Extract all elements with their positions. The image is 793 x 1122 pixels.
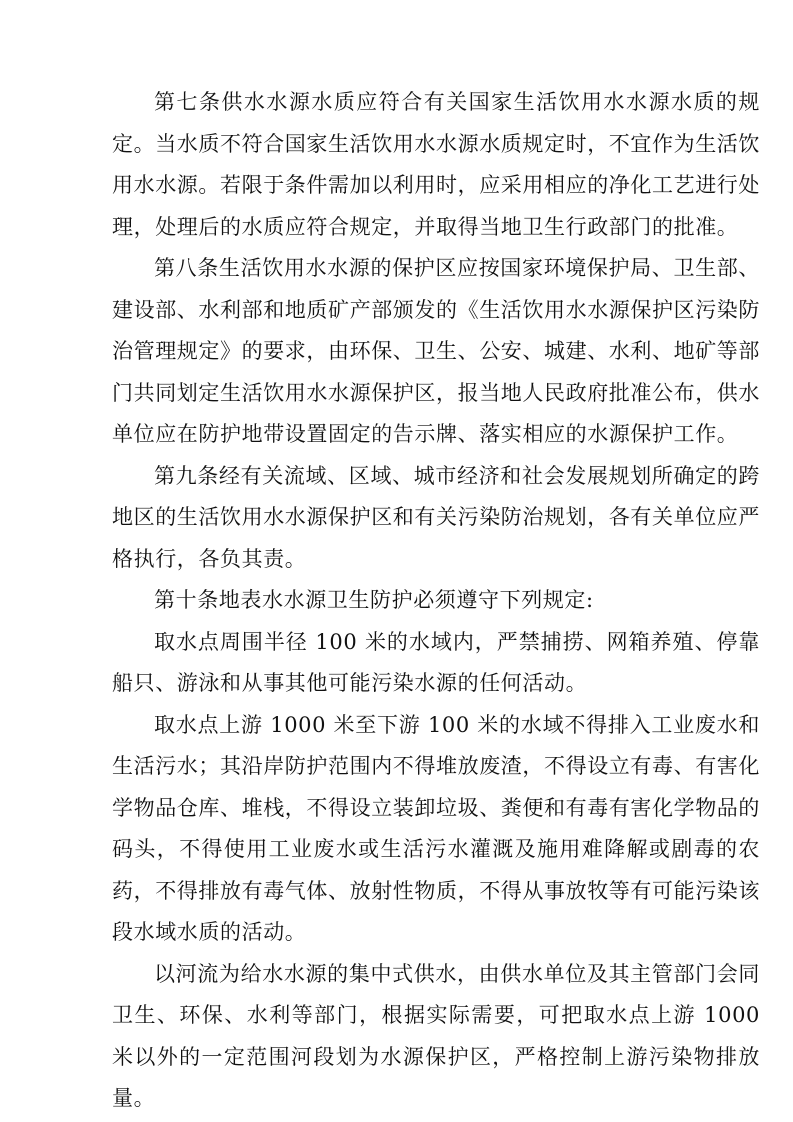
paragraph-article-10: 第十条地表水水源卫生防护必须遵守下列规定:	[154, 588, 594, 612]
paragraph-article-9: 第九条经有关流域、区域、城市经济和社会发展规划所确定的跨地区的生活饮用水水源保护区和有关污染防治规划，各有关单位应严格执行，各负其责。	[112, 463, 760, 571]
paragraph-article-8: 第八条生活饮用水水源的保护区应按国家环境保护局、卫生部、建设部、水利部和地质矿产部颁发的《生活饮用水水源保护区污染防治管理规定》的要求，由环保、卫生、公安、城建、水利、地矿等部门共同划定生活饮用水水源保护区，报当地人民政府批准公布，供水单位应在防护地带设置固定的告示牌、落实相应的水源保护工作。	[112, 256, 760, 446]
paragraph-intake-radius: 取水点周围半径 100 米的水域内，严禁捕捞、网箱养殖、停靠船只、游泳和从事其他可能污染水源的任何活动。	[112, 629, 760, 695]
paragraph-upstream-downstream: 取水点上游 1000 米至下游 100 米的水域不得排入工业废水和生活污水；其沿岸防护范围内不得堆放废渣，不得设立有毒、有害化学物品仓库、堆栈，不得设立装卸垃圾、粪便和有毒有害化学物品的码头，不得使用工业废水或生活污水灌溉及施用难降解或剧毒的农药，不得排放有毒气体、放射性物质，不得从事放牧等有可能污染该段水域水质的活动。	[112, 712, 760, 944]
paragraph-river-protection: 以河流为给水水源的集中式供水，由供水单位及其主管部门会同卫生、环保、水利等部门，根据实际需要，可把取水点上游 1000 米以外的一定范围河段划为水源保护区，严格控制上游污染物排放量。	[112, 961, 760, 1110]
paragraph-article-7: 第七条供水水源水质应符合有关国家生活饮用水水源水质的规定。当水质不符合国家生活饮用水水源水质规定时，不宜作为生活饮用水水源。若限于条件需加以利用时，应采用相应的净化工艺进行处理，处理后的水质应符合规定，并取得当地卫生行政部门的批准。	[112, 90, 760, 239]
document-page	[112, 82, 760, 1120]
